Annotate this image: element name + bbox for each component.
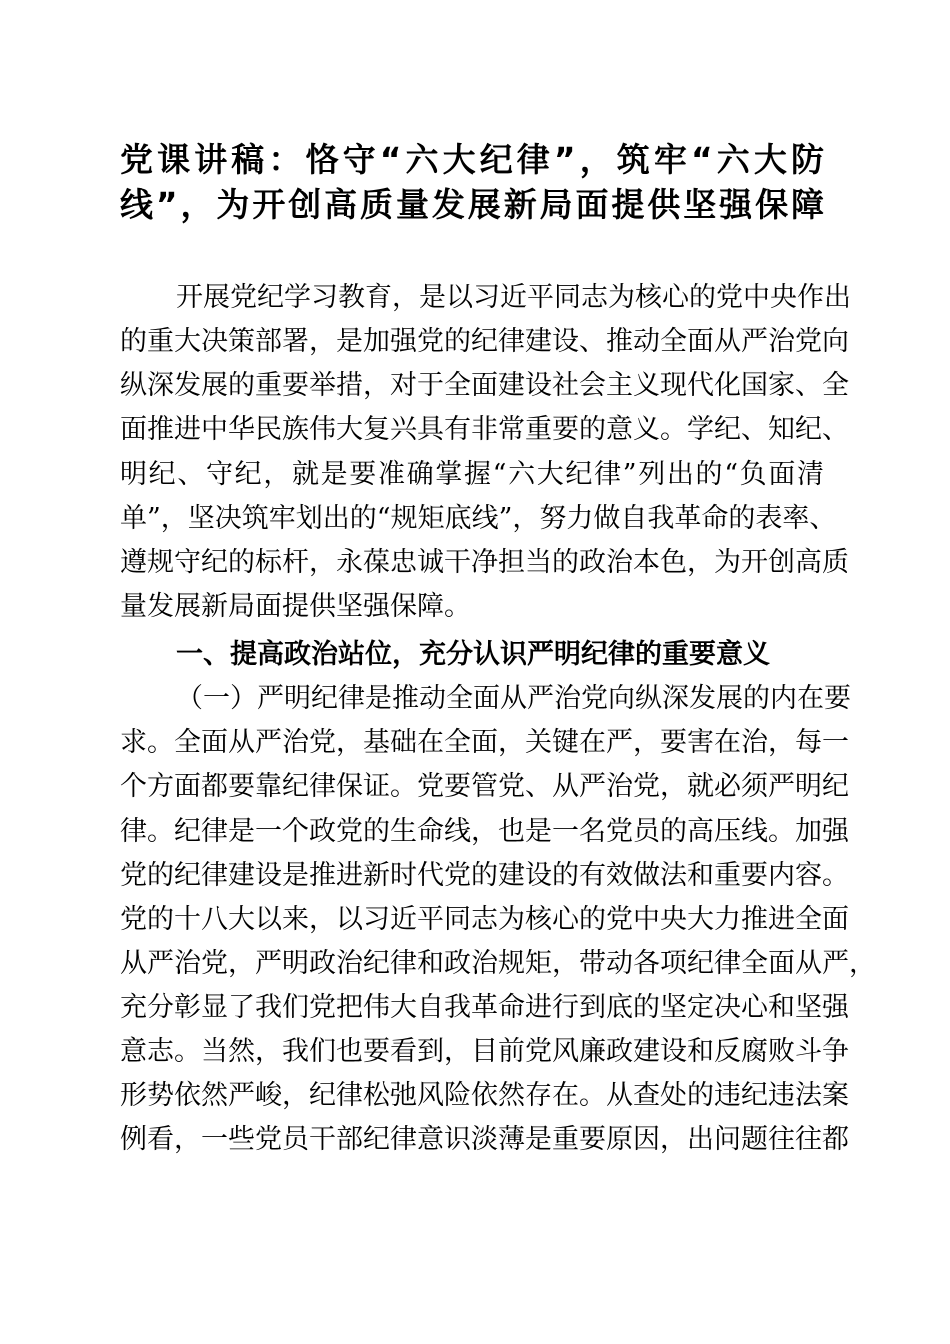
intro-paragraph-line: 纵深发展的重要举措，对于全面建设社会主义现代化国家、全 xyxy=(120,370,849,401)
section-paragraph-line: 从严治党，严明政治纪律和政治规矩，带动各项纪律全面从严， xyxy=(120,948,876,979)
intro-paragraph-line: 量发展新局面提供坚强保障。 xyxy=(120,591,471,622)
section-paragraph-line: 充分彰显了我们党把伟大自我革命进行到底的坚定决心和坚强 xyxy=(120,992,849,1023)
document-title-line-2: 线”，为开创高质量发展新局面提供坚强保障 xyxy=(120,185,824,224)
section-paragraph-line: 党的纪律建设是推进新时代党的建设的有效做法和重要内容。 xyxy=(120,860,849,891)
section-paragraph-line: 求。全面从严治党，基础在全面，关键在严，要害在治，每一 xyxy=(120,727,849,758)
section-heading: 一、提高政治站位，充分认识严明纪律的重要意义 xyxy=(176,639,770,670)
section-paragraph-line: 意志。当然，我们也要看到，目前党风廉政建设和反腐败斗争 xyxy=(120,1036,849,1067)
intro-paragraph-line: 的重大决策部署，是加强党的纪律建设、推动全面从严治党向 xyxy=(120,326,849,357)
intro-paragraph-line: 单”，坚决筑牢划出的“规矩底线”，努力做自我革命的表率、 xyxy=(120,503,837,534)
intro-paragraph-line: 明纪、守纪，就是要准确掌握“六大纪律”列出的“负面清 xyxy=(120,459,824,490)
section-paragraph-line: 形势依然严峻，纪律松弛风险依然存在。从查处的违纪违法案 xyxy=(120,1080,849,1111)
section-paragraph-line: 党的十八大以来，以习近平同志为核心的党中央大力推进全面 xyxy=(120,904,849,935)
section-paragraph-line: 个方面都要靠纪律保证。党要管党、从严治党，就必须严明纪 xyxy=(120,771,849,802)
section-paragraph-line: 律。纪律是一个政党的生命线，也是一名党员的高压线。加强 xyxy=(120,816,849,847)
document-title-line-1: 党课讲稿：恪守“六大纪律”，筑牢“六大防 xyxy=(120,140,824,179)
section-paragraph-line: 例看，一些党员干部纪律意识淡薄是重要原因，出问题往往都 xyxy=(120,1124,849,1155)
intro-paragraph-line: 面推进中华民族伟大复兴具有非常重要的意义。学纪、知纪、 xyxy=(120,414,849,445)
intro-paragraph-line: 开展党纪学习教育，是以习近平同志为核心的党中央作出 xyxy=(176,282,851,313)
section-paragraph-line: （一）严明纪律是推动全面从严治党向纵深发展的内在要 xyxy=(176,683,851,714)
intro-paragraph-line: 遵规守纪的标杆，永葆忠诚干净担当的政治本色，为开创高质 xyxy=(120,547,849,578)
